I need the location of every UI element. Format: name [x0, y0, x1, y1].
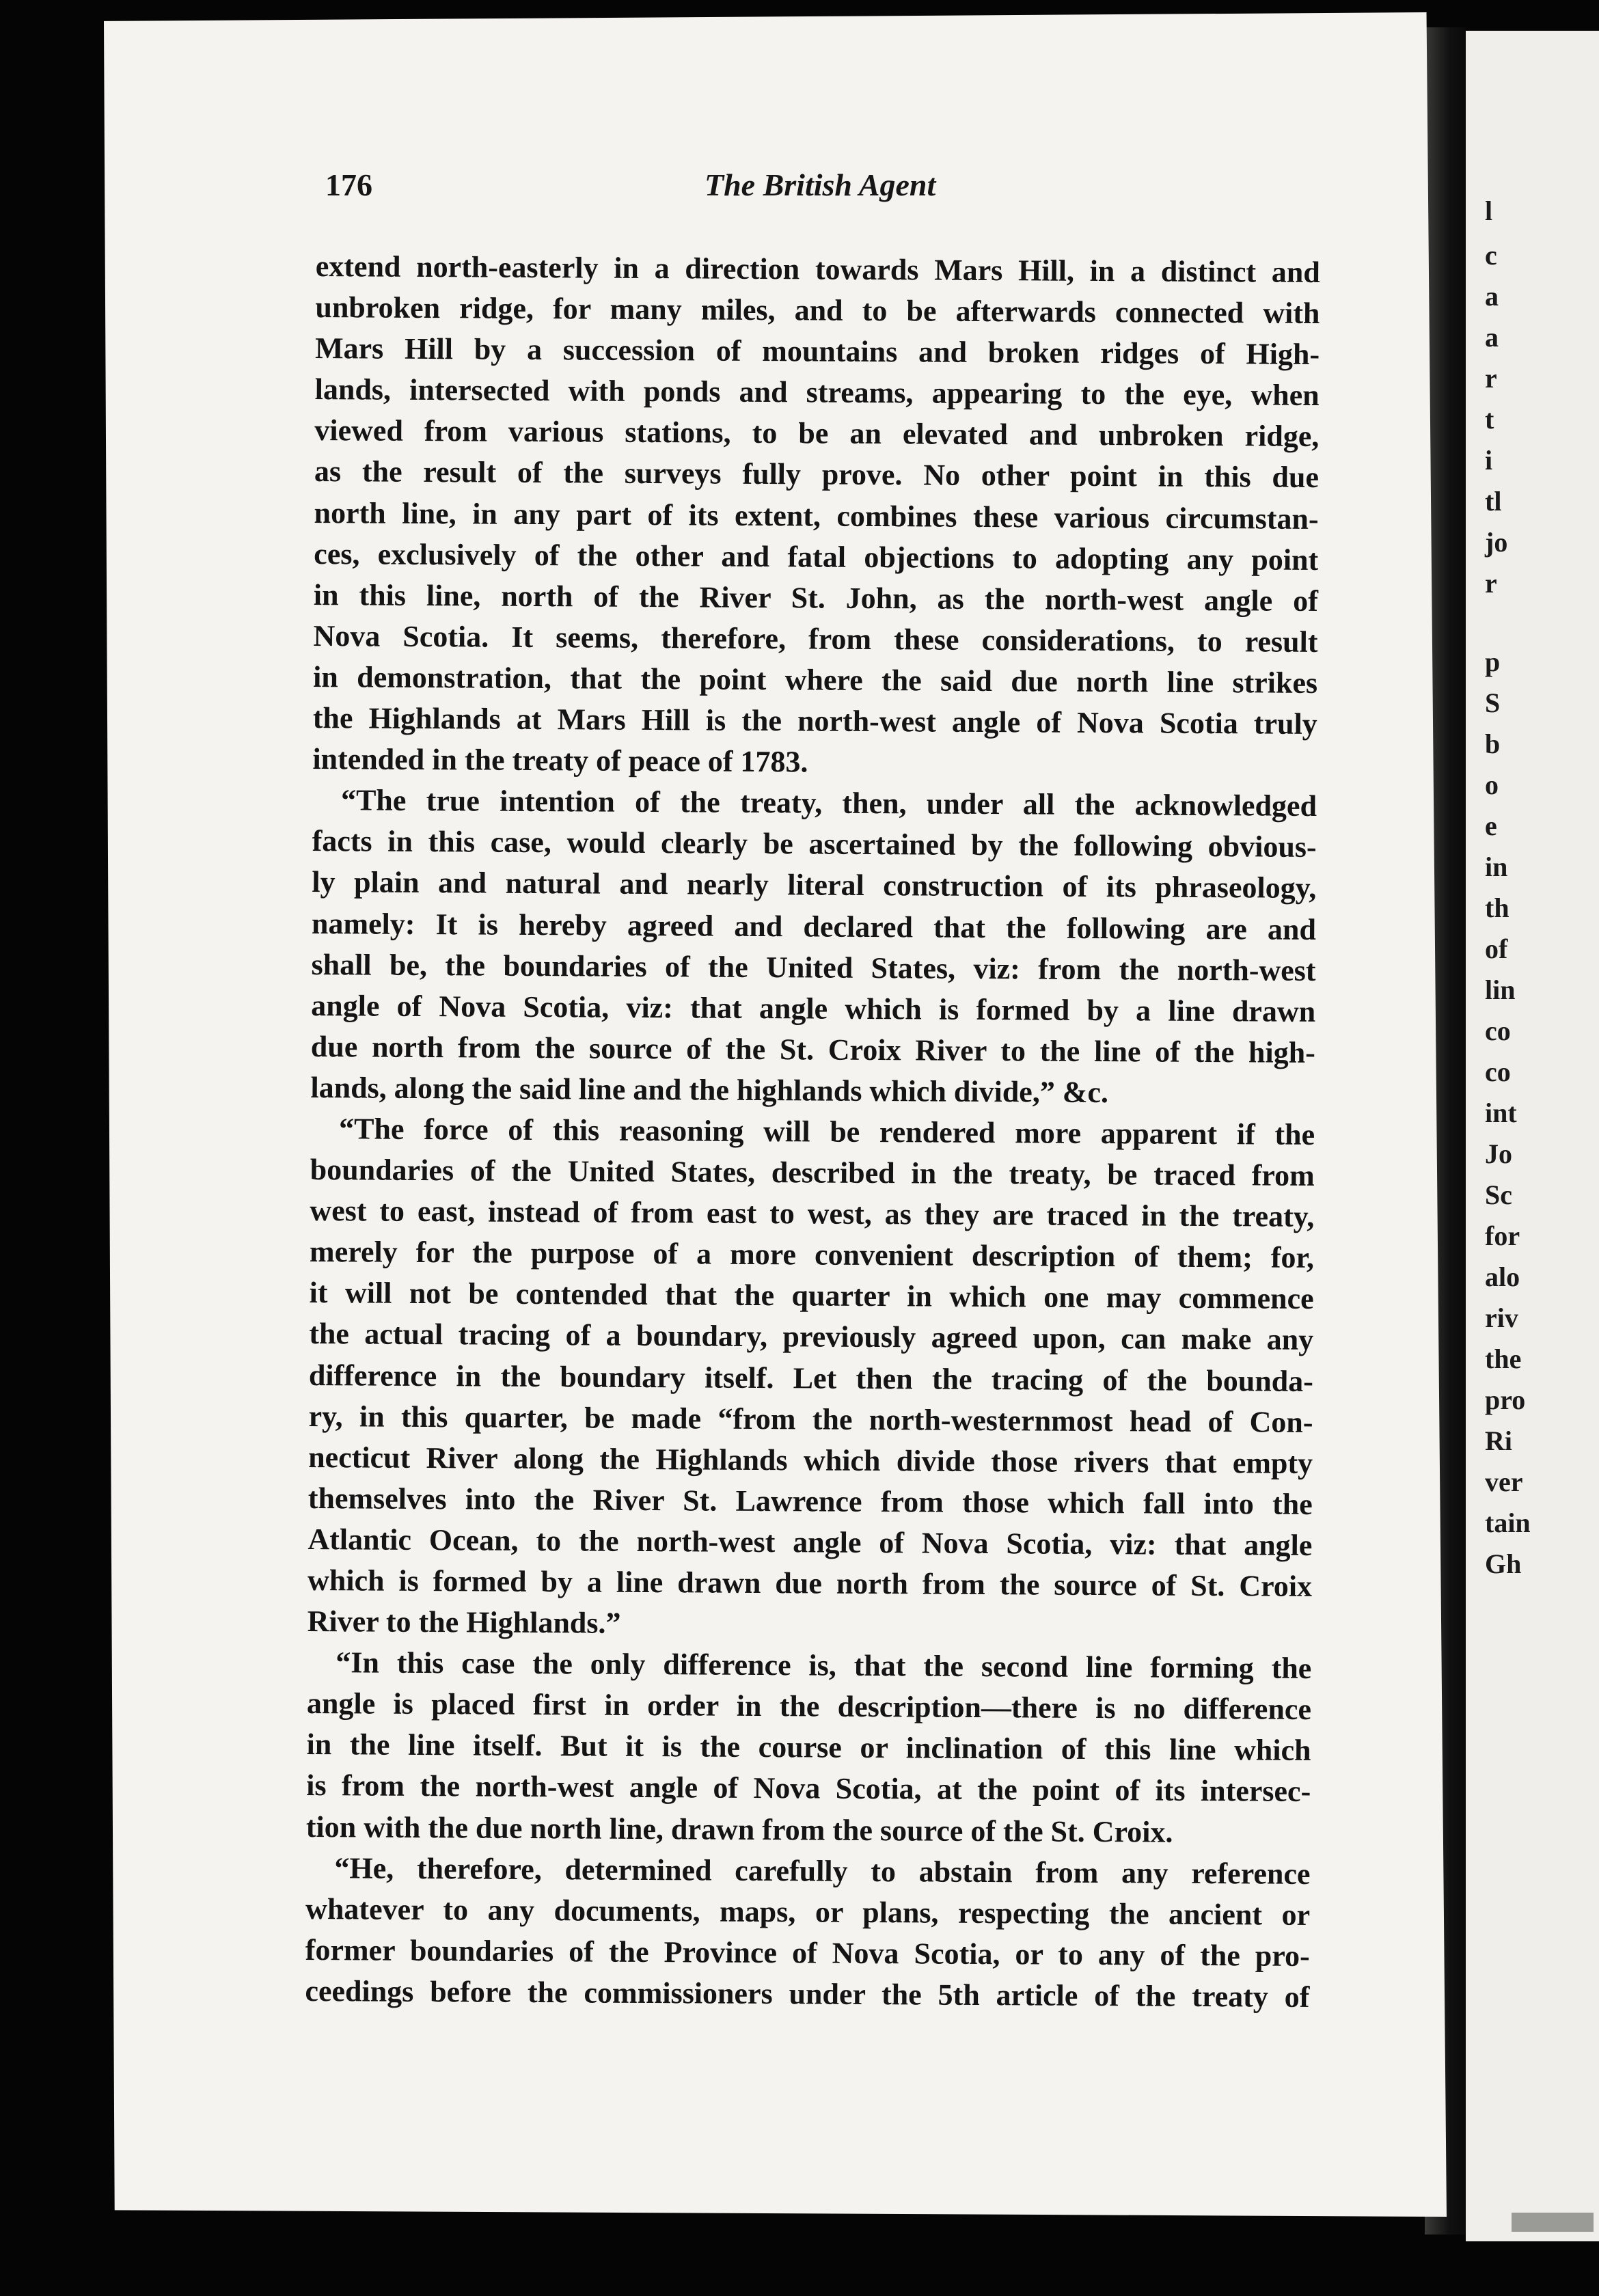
- facing-page-fragment: co: [1485, 1015, 1511, 1046]
- text-line: in the line itself. But it is the course or inclination of this line which: [306, 1727, 1311, 1768]
- text-line: themselves into the River St. Lawrence from those which fall into the: [308, 1481, 1313, 1521]
- text-line: as the result of the surveys fully prove. No other point in this due: [314, 454, 1320, 495]
- text-line: whatever to any documents, maps, or plans, respecting the ancient or: [305, 1891, 1311, 1932]
- text-line: “In this case the only difference is, that the second line forming the: [336, 1645, 1312, 1686]
- text-line: intended in the treaty of peace of 1783.: [312, 742, 808, 779]
- facing-page-fragment: o: [1485, 769, 1499, 800]
- text-line: which is formed by a line drawn due north from the source of St. Croix: [307, 1563, 1313, 1603]
- text-line: Atlantic Ocean, to the north-west angle of Nova Scotia, viz: that angle: [308, 1522, 1313, 1562]
- facing-page-edge: [1466, 31, 1599, 2241]
- facing-page-fragment: alo: [1485, 1261, 1520, 1292]
- text-line: necticut River along the Highlands which divide those rivers that empty: [308, 1440, 1313, 1480]
- text-line: angle of Nova Scotia, viz: that angle which is formed by a line drawn: [311, 988, 1316, 1028]
- text-line: north line, in any part of its extent, combines these various circumstan-: [314, 495, 1319, 536]
- facing-page-fragment: lin: [1485, 974, 1516, 1005]
- facing-page-fragment: for: [1485, 1220, 1520, 1251]
- facing-page-fragment: r: [1485, 568, 1497, 599]
- facing-page-fragment: of: [1485, 933, 1508, 964]
- facing-page-fragment: riv: [1485, 1302, 1518, 1333]
- text-line: in this line, north of the River St. John, as the north-west angle of: [313, 577, 1319, 618]
- facing-page-fragment: int: [1485, 1097, 1517, 1128]
- text-line: “The true intention of the treaty, then, under all the acknowledged: [340, 783, 1317, 823]
- text-line: lands, along the said line and the highlands which divide,” &c.: [310, 1070, 1109, 1109]
- text-line: the Highlands at Mars Hill is the north-west angle of Nova Scotia truly: [312, 701, 1317, 741]
- facing-page-fragment: Sc: [1485, 1179, 1512, 1210]
- text-line: it will not be contended that the quarter in which one may commence: [309, 1276, 1314, 1316]
- facing-page-fragment: the: [1485, 1343, 1522, 1374]
- running-title: The British Agent: [705, 167, 936, 202]
- facing-page-fragment: b: [1485, 728, 1501, 759]
- text-line: ceedings before the commissioners under the 5th article of the treaty of: [305, 1973, 1310, 2014]
- text-line: River to the Highlands.”: [307, 1604, 621, 1640]
- text-line: boundaries of the United States, described in the treaty, be traced from: [310, 1153, 1315, 1193]
- facing-page-fragment: pro: [1485, 1384, 1526, 1415]
- facing-page-fragment: c: [1485, 240, 1497, 271]
- text-line: west to east, instead of from east to west, as they are traced in the treaty,: [310, 1194, 1315, 1234]
- facing-page-fragment: a: [1485, 322, 1499, 353]
- body-text: [305, 246, 1320, 2018]
- text-line: former boundaries of the Province of Nova Scotia, or to any of the pro-: [305, 1932, 1310, 1973]
- facing-page-fragment: th: [1485, 892, 1509, 923]
- facing-page-fragment: i: [1485, 445, 1493, 476]
- facing-page-fragment: co: [1485, 1056, 1511, 1087]
- text-line: “The force of this reasoning will be rendered more apparent if the: [338, 1112, 1315, 1151]
- text-line: merely for the purpose of a more convenient description of them; for,: [309, 1235, 1315, 1275]
- text-line: namely: It is hereby agreed and declared that the following are and: [311, 906, 1317, 946]
- text-line: ces, exclusively of the other and fatal objections to adopting any point: [314, 536, 1319, 577]
- text-line: lands, intersected with ponds and streams, appearing to the eye, when: [314, 372, 1320, 413]
- facing-page-fragment: jo: [1485, 527, 1508, 558]
- text-line: ly plain and natural and nearly literal construction of its phraseology,: [312, 865, 1317, 905]
- facing-page-fragment: t: [1485, 404, 1494, 435]
- facing-page-fragment: tl: [1485, 486, 1502, 517]
- text-line: difference in the boundary itself. Let then the tracing of the bounda-: [308, 1358, 1314, 1398]
- text-line: Nova Scotia. It seems, therefore, from these considerations, to result: [313, 618, 1318, 659]
- facing-page-fragment: p: [1485, 646, 1501, 677]
- facing-page-fragment: e: [1485, 810, 1497, 841]
- facing-page-fragment: r: [1485, 363, 1497, 394]
- page-number: 176: [325, 167, 372, 202]
- text-line: Mars Hill by a succession of mountains and broken ridges of High-: [314, 331, 1320, 372]
- text-line: “He, therefore, determined carefully to abstain from any reference: [334, 1850, 1311, 1891]
- facing-page-fragment: tain: [1485, 1507, 1531, 1538]
- facing-page-fragment: S: [1485, 687, 1501, 718]
- text-line: shall be, the boundaries of the United States, viz: from the north-west: [311, 947, 1316, 987]
- text-line: angle is placed first in order in the description—there is no difference: [306, 1686, 1312, 1727]
- text-line: tion with the due north line, drawn from the source of the St. Croix.: [305, 1809, 1173, 1849]
- text-line: due north from the source of the St. Croix River to the line of the high-: [310, 1029, 1315, 1069]
- text-line: is from the north-west angle of Nova Scotia, at the point of its intersec-: [306, 1768, 1311, 1809]
- text-line: in demonstration, that the point where the said due north line strikes: [312, 659, 1318, 700]
- text-line: the actual tracing of a boundary, previously agreed upon, can make any: [309, 1317, 1314, 1357]
- facing-page-fragment: in: [1485, 851, 1508, 882]
- facing-page-fragment: l: [1485, 195, 1493, 226]
- text-line: unbroken ridge, for many miles, and to be afterwards connected with: [315, 290, 1320, 331]
- page-edge-mark: [1512, 2213, 1594, 2232]
- facing-page-fragment: Ri: [1485, 1425, 1512, 1456]
- text-line: ry, in this quarter, be made “from the north-westernmost head of Con-: [308, 1399, 1313, 1439]
- facing-page-fragment: a: [1485, 281, 1499, 312]
- text-line: extend north-easterly in a direction towards Mars Hill, in a distinct and: [315, 249, 1320, 289]
- text-line: viewed from various stations, to be an elevated and unbroken ridge,: [314, 413, 1320, 454]
- facing-page-fragment: ver: [1485, 1466, 1523, 1497]
- page-header: [325, 167, 1316, 208]
- facing-page-fragment: Gh: [1485, 1548, 1522, 1579]
- text-line: facts in this case, would clearly be ascertained by the following obvious-: [312, 824, 1317, 864]
- facing-page-fragment: Jo: [1485, 1138, 1512, 1169]
